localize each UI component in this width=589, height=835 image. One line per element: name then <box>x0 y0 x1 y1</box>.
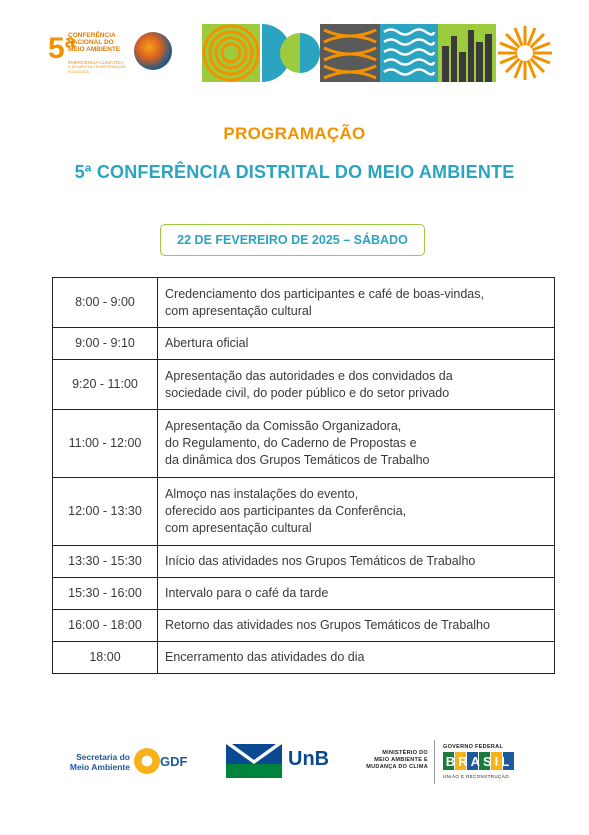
gdf-label: GDF <box>160 754 188 769</box>
table-row <box>53 546 555 578</box>
page-subtitle: 5ª CONFERÊNCIA DISTRITAL DO MEIO AMBIENTE <box>74 162 515 182</box>
time-cell: 18:00 <box>53 642 158 674</box>
table-row <box>53 478 555 546</box>
activity-cell: Abertura oficial <box>158 328 555 360</box>
activity-cell: Credenciamento dos participantes e café de boas-vindas, com apresentação cultural <box>158 278 555 328</box>
time-cell: 12:00 - 13:30 <box>53 478 158 546</box>
conference-name: CONFERÊNCIA NACIONAL DO MEIO AMBIENTE <box>68 32 121 53</box>
table-row <box>53 642 555 674</box>
activity-cell: Intervalo para o café da tarde <box>158 578 555 610</box>
activity-cell: Almoço nas instalações do evento, oferecido aos participantes da Conferência, com apresentação cultural <box>158 478 555 546</box>
time-cell: 9:00 - 9:10 <box>53 328 158 360</box>
table-row <box>53 410 555 478</box>
mma-logo <box>352 740 430 784</box>
unb-mark-icon <box>226 744 282 778</box>
sema-gdf-logo <box>60 740 195 784</box>
date-badge: 22 DE FEVEREIRO DE 2025 – SÁBADO <box>160 224 425 256</box>
decorative-banner <box>202 24 554 82</box>
mma-name: MINISTÉRIO DO MEIO AMBIENTE E MUDANÇA DO CLIMA <box>366 750 428 770</box>
circles-icon <box>202 24 260 82</box>
time-cell: 8:00 - 9:00 <box>53 278 158 328</box>
activity-cell: Apresentação das autoridades e dos convidados da sociedade civil, do poder público e do setor privado <box>158 360 555 410</box>
activity-cell: Retorno das atividades nos Grupos Temáticos de Trabalho <box>158 610 555 642</box>
table-row <box>53 328 555 360</box>
globe-icon <box>134 32 172 70</box>
time-cell: 9:20 - 11:00 <box>53 360 158 410</box>
page-title: PROGRAMAÇÃO <box>223 124 366 143</box>
activity-cell: Início das atividades nos Grupos Temáticos de Trabalho <box>158 546 555 578</box>
sema-name: Secretaria do Meio Ambiente <box>69 752 130 772</box>
dna-icon <box>320 24 380 82</box>
governo-federal-logo <box>434 740 527 784</box>
unb-logo <box>226 740 336 784</box>
activity-cell: Apresentação da Comissão Organizadora, do Regulamento, do Caderno de Propostas e da dinâmica dos Grupos Temáticos de Trabalho <box>158 410 555 478</box>
conference-number: 5ª <box>48 32 76 65</box>
table-row <box>53 610 555 642</box>
table-row <box>53 578 555 610</box>
city-icon <box>438 24 496 82</box>
brasil-wordmark <box>443 752 515 770</box>
time-cell: 16:00 - 18:00 <box>53 610 158 642</box>
unb-label: UnB <box>288 748 330 770</box>
time-cell: 13:30 - 15:30 <box>53 546 158 578</box>
gov-bottom-label: UNIÃO E RECONSTRUÇÃO <box>443 774 510 779</box>
sun-icon <box>496 24 554 82</box>
waves-icon <box>380 24 438 82</box>
gov-top-label: GOVERNO FEDERAL <box>443 744 504 750</box>
schedule-table <box>52 277 555 674</box>
table-row <box>53 360 555 410</box>
brasil-text: BRASIL <box>445 754 513 769</box>
time-cell: 15:30 - 16:00 <box>53 578 158 610</box>
conference-subtitle: EMERGÊNCIA CLIMÁTICA O DESAFIO DA TRANSFORMAÇÃO ECOLÓGICA <box>68 60 126 74</box>
conference-logo <box>48 30 173 78</box>
activity-cell: Encerramento das atividades do dia <box>158 642 555 674</box>
time-cell: 11:00 - 12:00 <box>53 410 158 478</box>
halfmoons-icon <box>260 24 320 82</box>
table-row <box>53 278 555 328</box>
sunflower-icon <box>134 748 160 774</box>
